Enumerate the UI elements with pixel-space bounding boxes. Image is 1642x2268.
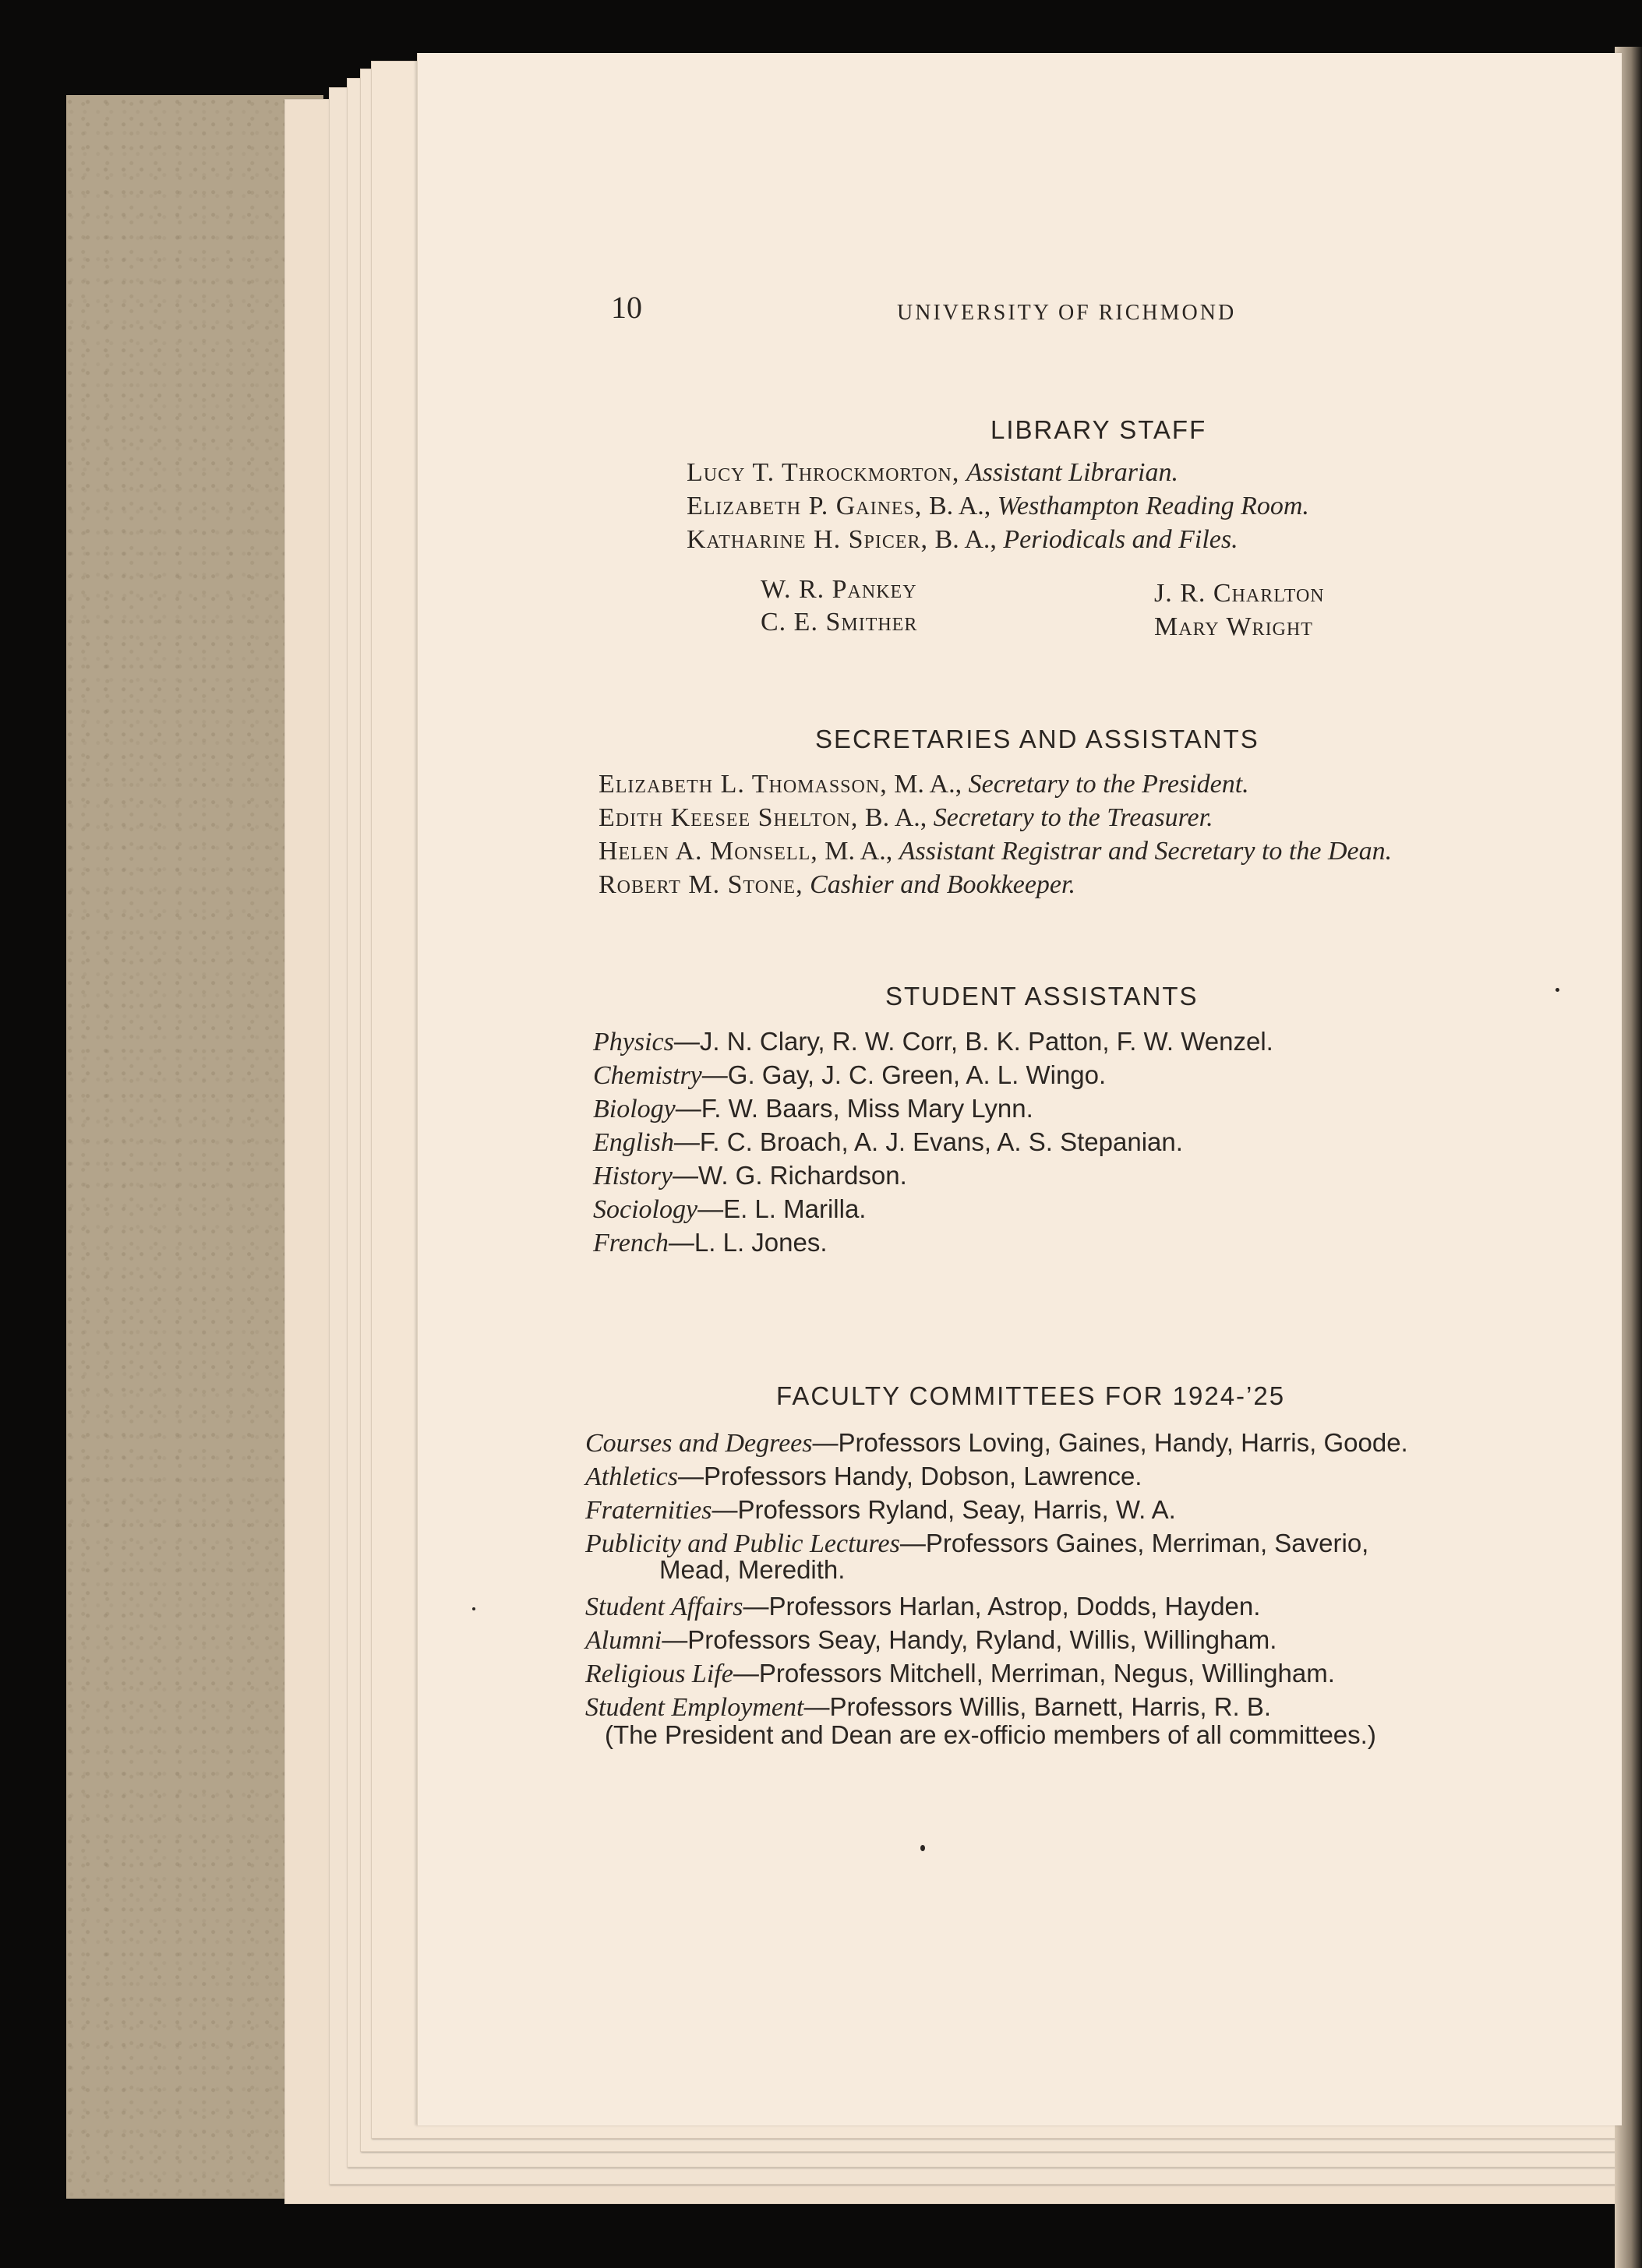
staff-name: Lucy T. Throckmorton, — [687, 458, 960, 487]
secretary-entry — [599, 803, 1213, 833]
committee-members: —Professors Willis, Barnett, Harris, R. B. — [803, 1692, 1272, 1721]
secretary-degree: B. A., — [864, 803, 927, 832]
section-heading-secretaries: SECRETARIES AND ASSISTANTS — [815, 725, 1259, 753]
committee-name: Fraternities — [585, 1496, 712, 1525]
committee-members: —Professors Harlan, Astrop, Dodds, Hayden. — [743, 1592, 1261, 1621]
print-speck — [1555, 988, 1559, 992]
committee-name: Alumni — [585, 1626, 662, 1655]
staff-degree: B. A., — [934, 525, 997, 554]
catalog-page — [417, 53, 1622, 2125]
assistant-names: —G. Gay, J. C. Green, A. L. Wingo. — [701, 1060, 1107, 1089]
secretary-entry — [599, 770, 1249, 799]
subject-label: Physics — [593, 1028, 674, 1056]
secretary-role: Assistant Registrar and Secretary to the Dean. — [899, 837, 1393, 866]
section-heading-library-staff: LIBRARY STAFF — [990, 415, 1207, 444]
committee-name: Student Affairs — [585, 1593, 743, 1621]
committee-members: —Professors Seay, Handy, Ryland, Willis, Willingham. — [662, 1625, 1277, 1654]
student-assistant-entry — [593, 1027, 1273, 1057]
secretary-name: Robert M. Stone, — [599, 870, 803, 899]
committee-entry — [585, 1462, 1142, 1492]
staff-role: Assistant Librarian. — [966, 458, 1178, 487]
staff-name: C. E. Smither — [761, 608, 918, 637]
committee-entry — [585, 1428, 1408, 1459]
secretary-entry — [599, 837, 1392, 866]
committee-note: (The President and Dean are ex-officio members of all committees.) — [605, 1720, 1376, 1749]
page-content — [418, 53, 1622, 2125]
committee-members: —Professors Ryland, Seay, Harris, W. A. — [712, 1495, 1176, 1524]
staff-role: Westhampton Reading Room. — [997, 492, 1309, 520]
committee-members: —Professors Handy, Dobson, Lawrence. — [677, 1462, 1142, 1490]
secretary-role: Secretary to the Treasurer. — [933, 803, 1213, 832]
student-assistant-entry — [593, 1060, 1106, 1091]
committee-name: Athletics — [585, 1462, 678, 1491]
staff-entry — [687, 492, 1309, 521]
staff-role: Periodicals and Files. — [1003, 525, 1238, 554]
committee-members: —Professors Loving, Gaines, Handy, Harris, Goode. — [812, 1428, 1408, 1457]
subject-label: Biology — [593, 1095, 676, 1123]
running-head: UNIVERSITY OF RICHMOND — [897, 301, 1237, 325]
print-speck — [920, 1845, 925, 1851]
subject-label: Sociology — [593, 1195, 698, 1224]
secretary-degree: M. A., — [825, 837, 893, 866]
committee-entry — [585, 1692, 1271, 1723]
committee-name: Courses and Degrees — [585, 1429, 813, 1458]
print-speck — [472, 1607, 475, 1610]
committee-entry — [585, 1625, 1277, 1656]
subject-label: Chemistry — [593, 1061, 702, 1090]
student-assistant-entry — [593, 1094, 1033, 1124]
section-heading-student-assistants: STUDENT ASSISTANTS — [885, 982, 1199, 1011]
assistant-names: —W. G. Richardson. — [673, 1161, 907, 1190]
subject-label: French — [593, 1229, 669, 1257]
student-assistant-entry — [593, 1228, 828, 1258]
assistant-names: —F. C. Broach, A. J. Evans, A. S. Stepanian. — [673, 1127, 1183, 1156]
staff-name: Katharine H. Spicer, — [687, 525, 929, 554]
section-heading-faculty-committees: FACULTY COMMITTEES FOR 1924-’25 — [776, 1381, 1286, 1410]
secretary-role: Secretary to the President. — [968, 770, 1249, 799]
assistant-names: —F. W. Baars, Miss Mary Lynn. — [675, 1094, 1033, 1123]
assistant-names: —L. L. Jones. — [668, 1228, 828, 1257]
committee-members-continued: Mead, Meredith. — [659, 1555, 846, 1584]
committee-name: Religious Life — [585, 1660, 733, 1688]
secretary-name: Helen A. Monsell, — [599, 837, 818, 866]
staff-name: J. R. Charlton — [1154, 579, 1325, 608]
subject-label: English — [593, 1128, 674, 1157]
committee-members: —Professors Mitchell, Merriman, Negus, Willingham. — [733, 1659, 1335, 1688]
secretary-name: Elizabeth L. Thomasson, — [599, 770, 888, 799]
student-assistant-entry — [593, 1127, 1183, 1158]
assistant-names: —E. L. Marilla. — [697, 1194, 867, 1223]
secretary-entry — [599, 870, 1075, 900]
committee-entry — [585, 1659, 1335, 1689]
secretary-name: Edith Keesee Shelton, — [599, 803, 859, 832]
subject-label: History — [593, 1162, 673, 1190]
committee-members: —Professors Gaines, Merriman, Saverio, — [899, 1529, 1369, 1557]
committee-entry — [585, 1592, 1260, 1622]
secretary-degree: M. A., — [894, 770, 962, 799]
staff-name: Mary Wright — [1154, 612, 1313, 641]
assistant-names: —J. N. Clary, R. W. Corr, B. K. Patton, F. W. Wenzel. — [673, 1027, 1273, 1056]
staff-entry — [687, 525, 1238, 555]
staff-name: Elizabeth P. Gaines, — [687, 492, 923, 520]
secretary-role: Cashier and Bookkeeper. — [810, 870, 1075, 899]
committee-entry — [585, 1495, 1176, 1526]
page-number: 10 — [611, 290, 642, 325]
student-assistant-entry — [593, 1161, 907, 1191]
student-assistant-entry — [593, 1194, 866, 1225]
staff-entry — [687, 458, 1178, 488]
staff-name: W. R. Pankey — [761, 575, 917, 604]
committee-name: Publicity and Public Lectures — [585, 1529, 900, 1558]
committee-name: Student Employment — [585, 1693, 804, 1722]
staff-degree: B. A., — [928, 492, 991, 520]
